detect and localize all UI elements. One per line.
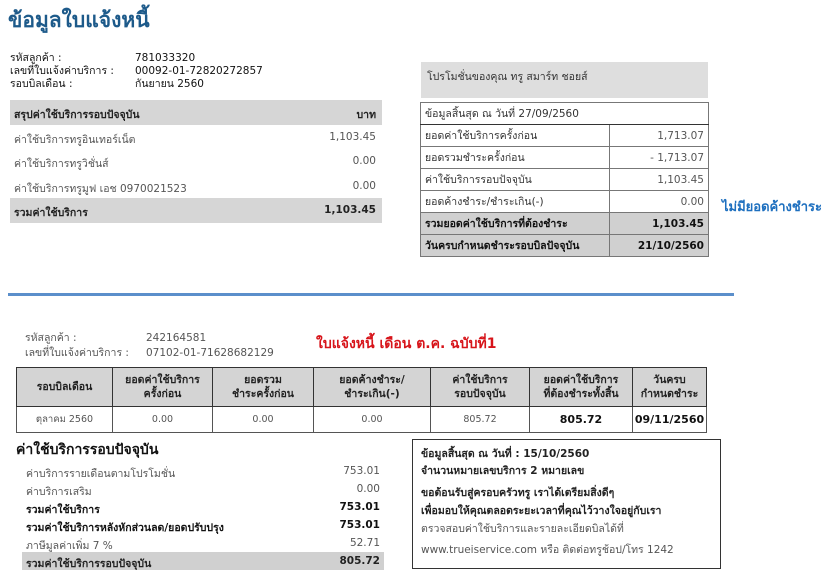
note-check: ตรวจสอบค่าใช้บริการและรายละเอียดบิลได้ที่: [421, 523, 624, 535]
charge-row: [22, 480, 384, 498]
charge-total-label: รวมค่าใช้บริการรอบปัจจุบัน: [26, 558, 152, 570]
summary-unit: บาท: [356, 109, 376, 121]
balance-row-label: ยอดรวมชำระครั้งก่อน: [421, 147, 610, 169]
charge-row-value: 753.01: [339, 519, 380, 531]
balance-row-value: - 1,713.07: [610, 147, 709, 169]
charge-row: [22, 516, 384, 534]
charge-row-value: 52.71: [349, 537, 380, 549]
summary-row-value: 0.00: [352, 155, 376, 167]
balance-row: [421, 147, 709, 169]
current-charges-table: [22, 462, 384, 570]
note-as-of: ข้อมูลสิ้นสุด ณ วันที่ : 15/10/2560: [421, 448, 590, 460]
charge-total-row: [22, 552, 384, 570]
col-total-due: ยอดค่าใช้บริการ ที่ต้องชำระทั้งสิ้น: [530, 368, 633, 407]
no-outstanding-note: ไม่มียอดค้างชำระ: [722, 200, 822, 215]
due-date-row: [421, 235, 709, 257]
due-date-value: 21/10/2560: [610, 235, 709, 257]
charge-total-value: 805.72: [339, 555, 380, 567]
col-billing-month: รอบบิลเดือน: [17, 368, 113, 407]
note-welcome: ขอต้อนรับสู่ครอบครัวทรู เราได้เตรียมสิ่งดีๆ: [421, 487, 615, 499]
charge-row-label: ค่าบริการเสริม: [26, 486, 92, 498]
customer-id-label: รหัสลูกค้า :: [10, 52, 62, 64]
charge-row-label: รวมค่าใช้บริการ: [26, 504, 100, 516]
charge-row-value: 753.01: [339, 501, 380, 513]
cell-total-due: 805.72: [530, 407, 633, 433]
balance-total-value: 1,103.45: [610, 213, 709, 235]
summary-header-label: สรุปค่าใช้บริการรอบปัจจุบัน: [14, 109, 140, 121]
balance-as-of: ข้อมูลสิ้นสุด ณ วันที่ 27/09/2560: [421, 103, 709, 125]
summary-row-value: 0.00: [352, 179, 376, 192]
summary-total-value: 1,103.45: [324, 204, 376, 216]
cell-previous-charges: 0.00: [113, 407, 213, 433]
balance-row: [421, 169, 709, 191]
col-previous-payments: ยอดรวม ชำระครั้งก่อน: [213, 368, 314, 407]
billing-cycle-value: กันยายน 2560: [135, 78, 204, 90]
balance-row-label: ยอดค่าใช้บริการครั้งก่อน: [421, 125, 610, 147]
cell-previous-payments: 0.00: [213, 407, 314, 433]
balance-total-label: รวมยอดค่าใช้บริการที่ต้องชำระ: [421, 213, 610, 235]
invoice-no-value: 00092-01-72820272857: [135, 65, 263, 77]
col-current-charges: ค่าใช้บริการ รอบปัจจุบัน: [431, 368, 530, 407]
summary-row-value: 1,103.45: [329, 130, 376, 143]
summary-header: [10, 100, 382, 125]
cell-current-charges: 805.72: [431, 407, 530, 433]
balance-row-label: ยอดค้างชำระ/ชำระเกิน(-): [421, 191, 610, 213]
summary-table: [10, 100, 382, 223]
charge-row: [22, 534, 384, 552]
balance-row: [421, 191, 709, 213]
info-note-box: [412, 439, 721, 569]
col-due-date: วันครบ กำหนดชำระ: [633, 368, 707, 407]
summary-row: [10, 174, 382, 199]
balance-table: [420, 102, 709, 257]
invoice-no-label: เลขที่ใบแจ้งค่าบริการ :: [10, 65, 114, 77]
billing-cycle-label: รอบบิลเดือน :: [10, 78, 73, 90]
summary-total-row: [10, 198, 382, 223]
note-welcome-2: เพื่อมอบให้คุณตลอดระยะเวลาที่คุณไว้วางใจอยู่กับเรา: [421, 505, 662, 517]
invoice-no-value: 07102-01-71628682129: [146, 347, 274, 359]
cell-outstanding: 0.00: [314, 407, 431, 433]
note-service-count: จำนวนหมายเลขบริการ 2 หมายเลข: [421, 465, 585, 477]
col-previous-charges: ยอดค่าใช้บริการ ครั้งก่อน: [113, 368, 213, 407]
promotion-text: โปรโมชั่นของคุณ ทรู สมาร์ท ชอยส์: [427, 71, 588, 83]
summary-total-label: รวมค่าใช้บริการ: [14, 207, 88, 219]
charge-row-label: รวมค่าใช้บริการหลังหักส่วนลด/ยอดปรับปรุง: [26, 522, 224, 534]
balance-row-label: ค่าใช้บริการรอบปัจจุบัน: [421, 169, 610, 191]
cell-due-date: 09/11/2560: [633, 407, 707, 433]
charge-row-label: ภาษีมูลค่าเพิ่ม 7 %: [26, 540, 113, 552]
balance-row: [421, 125, 709, 147]
bill-table: [16, 367, 707, 433]
summary-row-label: ค่าใช้บริการทรูวิชั่นส์: [14, 158, 109, 170]
charge-row: [22, 462, 384, 480]
section-divider: [8, 293, 734, 296]
bottom-customer-info: [25, 332, 305, 362]
customer-id-value: 242164581: [146, 332, 207, 344]
promotion-box: [421, 62, 708, 98]
customer-id-label: รหัสลูกค้า :: [25, 332, 77, 344]
balance-row-value: 0.00: [610, 191, 709, 213]
summary-row: [10, 149, 382, 174]
balance-total-row: [421, 213, 709, 235]
bill-table-header: [17, 368, 707, 407]
charge-row: [22, 498, 384, 516]
charge-row-label: ค่าบริการรายเดือนตามโปรโมชั่น: [26, 468, 176, 480]
invoice-no-label: เลขที่ใบแจ้งค่าบริการ :: [25, 347, 129, 359]
summary-row-label: ค่าใช้บริการทรูมูฟ เอช 0970021523: [14, 182, 187, 195]
charge-row-value: 0.00: [356, 483, 380, 495]
col-outstanding: ยอดค้างชำระ/ ชำระเกิน(-): [314, 368, 431, 407]
charge-row-value: 753.01: [343, 465, 380, 477]
balance-row-value: 1,103.45: [610, 169, 709, 191]
customer-id-value: 781033320: [135, 52, 196, 64]
due-date-label: วันครบกำหนดชำระรอบบิลปัจจุบัน: [421, 235, 610, 257]
invoice-notice: ใบแจ้งหนี้ เดือน ต.ค. ฉบับที่1: [316, 336, 497, 352]
current-charges-title: ค่าใช้บริการรอบปัจจุบัน: [16, 442, 159, 458]
summary-row: [10, 125, 382, 150]
top-customer-info: [10, 52, 310, 92]
balance-row-value: 1,713.07: [610, 125, 709, 147]
note-contact: www.trueiservice.com หรือ ติดต่อทรูช้อป/โทร 1242: [421, 544, 674, 556]
cell-billing-month: ตุลาคม 2560: [17, 407, 113, 433]
page-title: ข้อมูลใบแจ้งหนี้: [8, 8, 150, 32]
bill-table-row: [17, 407, 707, 433]
summary-row-label: ค่าใช้บริการทรูอินเทอร์เน็ต: [14, 133, 136, 146]
